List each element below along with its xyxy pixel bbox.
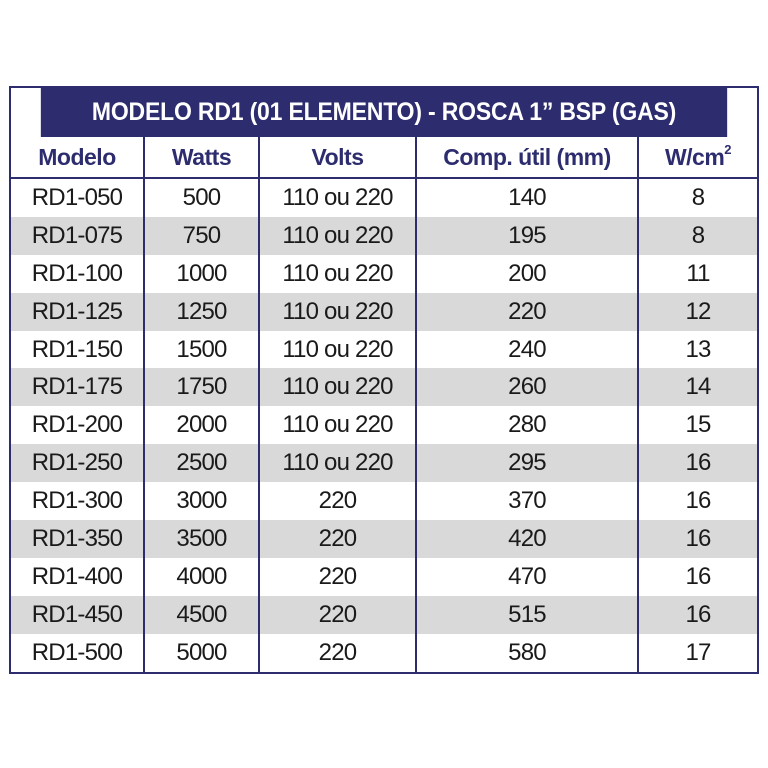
header-modelo: Modelo	[11, 137, 144, 178]
cell-watts: 750	[144, 217, 259, 255]
cell-wcm: 17	[638, 634, 757, 672]
cell-wcm: 15	[638, 406, 757, 444]
cell-modelo: RD1-500	[31, 638, 123, 666]
cell-volts: 110 ou 220	[259, 444, 416, 482]
spec-table-container	[9, 86, 759, 674]
cell-comp: 580	[416, 634, 638, 672]
cell-watts: 5000	[144, 634, 259, 672]
table-row	[11, 520, 757, 558]
cell-comp: 295	[416, 444, 638, 482]
cell-modelo: RD1-250	[11, 444, 144, 482]
table-row	[11, 368, 757, 406]
cell-watts: 2500	[144, 444, 259, 482]
cell-watts: 1000	[144, 255, 259, 293]
cell-watts: 1250	[144, 293, 259, 331]
cell-volts: 220	[259, 634, 416, 672]
cell-wcm: 14	[638, 368, 757, 406]
table-title: MODELO RD1 (01 ELEMENTO) - ROSCA 1” BSP (GAS)	[41, 88, 727, 137]
table-row	[11, 293, 757, 331]
cell-comp: 200	[416, 255, 638, 293]
cell-wcm: 8	[638, 217, 757, 255]
cell-volts: 110 ou 220	[259, 331, 416, 369]
cell-modelo: RD1-200	[31, 411, 123, 439]
cell-comp: 370	[416, 482, 638, 520]
cell-volts: 110 ou 220	[259, 368, 416, 406]
table-row	[11, 596, 757, 634]
cell-volts: 110 ou 220	[259, 178, 416, 217]
cell-modelo: RD1-400	[31, 562, 123, 590]
header-row	[11, 137, 757, 178]
cell-watts: 4500	[144, 596, 259, 634]
cell-wcm: 16	[638, 558, 757, 596]
cell-comp: 240	[416, 331, 638, 369]
cell-modelo: RD1-150	[31, 335, 123, 363]
cell-wcm: 16	[638, 520, 757, 558]
cell-modelo: RD1-075	[11, 217, 144, 255]
cell-watts: 3500	[144, 520, 259, 558]
table-row	[11, 178, 757, 217]
cell-comp: 470	[416, 558, 638, 596]
table-row	[11, 482, 757, 520]
cell-modelo: RD1-125	[11, 293, 144, 331]
cell-volts: 110 ou 220	[259, 293, 416, 331]
cell-wcm: 16	[638, 444, 757, 482]
cell-wcm: 12	[638, 293, 757, 331]
table-row	[11, 444, 757, 482]
cell-wcm: 16	[638, 596, 757, 634]
cell-watts: 3000	[144, 482, 259, 520]
cell-volts: 220	[259, 596, 416, 634]
cell-comp: 195	[416, 217, 638, 255]
table-row	[11, 406, 757, 444]
cell-modelo: RD1-450	[11, 596, 144, 634]
header-volts: Volts	[259, 137, 416, 178]
header-comp-util: Comp. útil (mm)	[416, 137, 638, 178]
cell-volts: 110 ou 220	[259, 255, 416, 293]
header-w-cm-base: W/cm	[664, 143, 725, 170]
cell-watts: 4000	[144, 558, 259, 596]
cell-modelo: RD1-175	[11, 368, 144, 406]
cell-modelo: RD1-050	[31, 183, 123, 211]
spec-table	[11, 137, 757, 672]
cell-wcm: 13	[638, 331, 757, 369]
table-row	[11, 331, 757, 369]
cell-comp: 220	[416, 293, 638, 331]
cell-watts: 1500	[144, 331, 259, 369]
cell-watts: 1750	[144, 368, 259, 406]
cell-volts: 110 ou 220	[259, 406, 416, 444]
cell-wcm: 16	[638, 482, 757, 520]
cell-wcm: 11	[638, 255, 757, 293]
header-watts: Watts	[144, 137, 259, 178]
table-row	[11, 217, 757, 255]
table-row	[11, 255, 757, 293]
cell-volts: 110 ou 220	[259, 217, 416, 255]
cell-watts: 500	[144, 178, 259, 217]
cell-modelo: RD1-300	[31, 487, 123, 515]
table-row	[11, 558, 757, 596]
cell-comp: 420	[416, 520, 638, 558]
table-row	[11, 634, 757, 672]
header-w-cm2	[638, 137, 757, 178]
cell-comp: 280	[416, 406, 638, 444]
cell-watts: 2000	[144, 406, 259, 444]
cell-volts: 220	[259, 482, 416, 520]
cell-volts: 220	[259, 558, 416, 596]
cell-comp: 140	[416, 178, 638, 217]
cell-volts: 220	[259, 520, 416, 558]
cell-comp: 515	[416, 596, 638, 634]
cell-comp: 260	[416, 368, 638, 406]
cell-modelo: RD1-100	[31, 259, 123, 287]
cell-modelo: RD1-350	[11, 520, 144, 558]
header-w-cm-exponent: 2	[724, 141, 732, 157]
cell-wcm: 8	[638, 178, 757, 217]
